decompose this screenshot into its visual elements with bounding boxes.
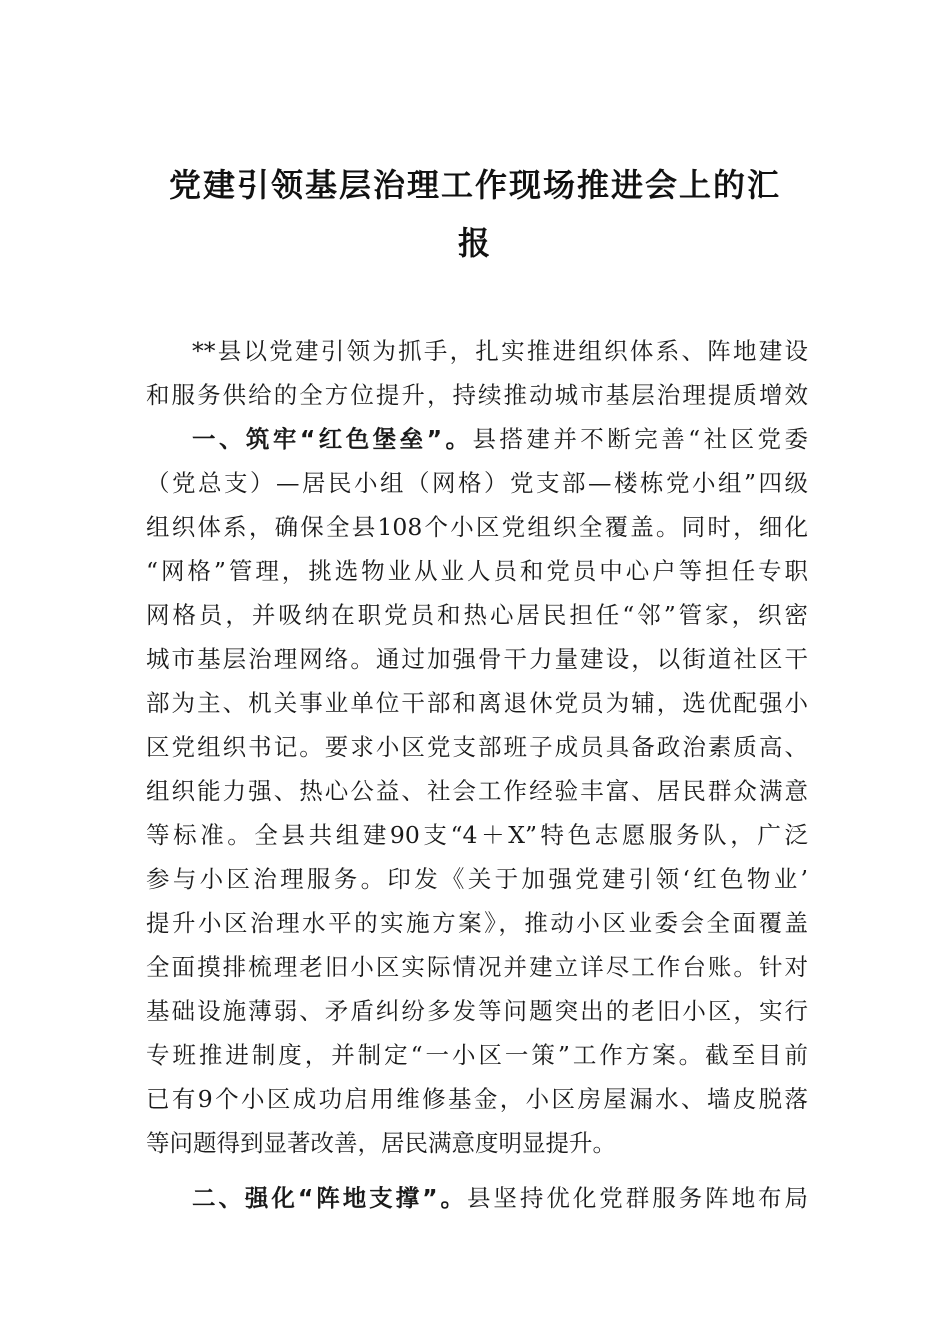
body-line — [146, 1033, 808, 1077]
body-line — [146, 1077, 808, 1121]
line-text: 基础设施薄弱、矛盾纠纷多发等问题突出的老旧小区，实行 — [146, 997, 808, 1025]
body-line — [146, 945, 808, 989]
line-text: 等标准。全县共组建90支“4＋X”特色志愿服务队，广泛 — [146, 821, 808, 849]
line-text: 城市基层治理网络。通过加强骨干力量建设，以街道社区干 — [146, 645, 808, 673]
line-text: 全面摸排梳理老旧小区实际情况并建立详尽工作台账。针对 — [146, 953, 808, 981]
line-text: 和服务供给的全方位提升，持续推动城市基层治理提质增效 — [146, 381, 808, 409]
body-line — [146, 505, 808, 549]
document-title-line-1: 党建引领基层治理工作现场推进会上的汇 — [168, 166, 781, 204]
body-line — [146, 637, 808, 681]
body-line — [146, 901, 808, 945]
body-line — [192, 329, 808, 373]
body-line — [146, 593, 808, 637]
section-heading-line — [192, 1176, 808, 1220]
body-line — [146, 681, 808, 725]
body-line — [146, 813, 808, 857]
body-line — [146, 769, 808, 813]
line-text: （党总支）—居民小组（网格）党支部—楼栋党小组”四级 — [146, 469, 808, 497]
body-line — [146, 725, 808, 769]
line-text: 网格员，并吸纳在职党员和热心居民担任“邻”管家，织密 — [146, 601, 808, 629]
section-heading: 一、筑牢“红色堡垒”。 — [192, 425, 473, 453]
line-text: 县搭建并不断完善“社区党委 — [472, 425, 809, 453]
line-text: **县以党建引领为抓手，扎实推进组织体系、阵地建设 — [192, 337, 808, 365]
document-title-line-2: 报 — [457, 224, 492, 262]
line-text: 区党组织书记。要求小区党支部班子成员具备政治素质高、 — [146, 733, 808, 761]
line-text: 提升小区治理水平的实施方案》，推动小区业委会全面覆盖 — [146, 909, 808, 937]
line-text: 组织能力强、热心公益、社会工作经验丰富、居民群众满意 — [146, 777, 808, 805]
line-text: 部为主、机关事业单位干部和离退休党员为辅，选优配强小 — [146, 689, 808, 717]
line-text: 等问题得到显著改善，居民满意度明显提升。 — [146, 1129, 616, 1157]
section-heading-line — [192, 417, 808, 461]
body-line — [146, 549, 808, 593]
body-line — [146, 857, 808, 901]
line-text: 组织体系，确保全县108个小区党组织全覆盖。同时，细化 — [146, 513, 808, 541]
line-text: 已有9个小区成功启用维修基金，小区房屋漏水、墙皮脱落 — [146, 1085, 808, 1113]
body-line — [146, 1121, 808, 1165]
line-text: 县坚持优化党群服务阵地布局 — [466, 1184, 809, 1212]
body-line — [146, 989, 808, 1033]
section-heading: 二、强化“阵地支撑”。 — [192, 1184, 467, 1212]
line-text: “网格”管理，挑选物业从业人员和党员中心户等担任专职 — [146, 557, 808, 585]
body-line — [146, 373, 808, 417]
line-text: 参与小区治理服务。印发《关于加强党建引领‘红色物业’ — [146, 865, 808, 893]
line-text: 专班推进制度，并制定“一小区一策”工作方案。截至目前 — [146, 1041, 808, 1069]
body-line — [146, 461, 808, 505]
